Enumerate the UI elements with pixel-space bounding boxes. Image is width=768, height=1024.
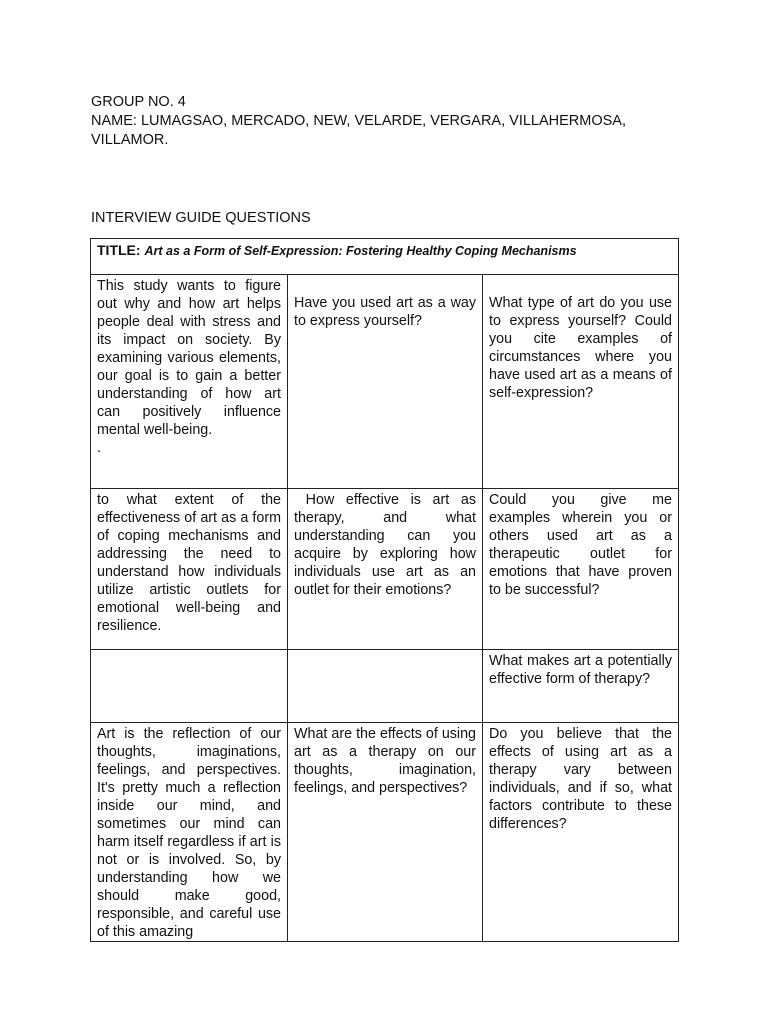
follow-up-cell: [483, 275, 679, 489]
objective-cell: [91, 723, 288, 942]
follow-up-text: Do you believe that the effects of using art as a therapy vary between individuals, and if so, what factors contribute to these differences?: [489, 726, 672, 832]
question-text: What are the effects of using art as a therapy on our thoughts, imagination, feelings, and perspectives?: [294, 726, 476, 796]
follow-up-text: Could you give me examples wherein you or others used art as a therapeutic outlet for emotions that have proven to be successful?: [489, 492, 672, 598]
group-number: GROUP NO. 4: [91, 94, 186, 110]
follow-up-cell: [483, 489, 679, 650]
title-label: TITLE:: [97, 242, 141, 258]
follow-up-cell: [483, 723, 679, 942]
objective-cell: [91, 650, 288, 723]
question-cell: [288, 723, 483, 942]
objective-cell: [91, 489, 288, 650]
objective-text: This study wants to figure out why and how art helps people deal with stress and its impact on society. By examining various elements, our goal is to gain a better understanding of how art can positively influence mental well-being.: [97, 278, 281, 438]
title-cell: [91, 239, 679, 275]
question-cell: [288, 489, 483, 650]
question-cell: [288, 650, 483, 723]
title-row: [91, 239, 679, 275]
objective-extra: .: [97, 440, 101, 456]
follow-up-text: What type of art do you use to express yourself? Could you cite examples of circumstances where you have used art as a means of self-expression?: [489, 295, 672, 401]
question-text: How effective is art as therapy, and what understanding can you acquire by exploring how individuals use art as an outlet for their emotions?: [294, 492, 480, 598]
objective-text: Art is the reflection of our thoughts, imaginations, feelings, and perspectives. It's pretty much a reflection inside our mind, and sometimes our mind can harm itself regardless if art is not or is involved. So, by understanding how we should make good, responsible, and careful use of this amazing: [97, 726, 281, 940]
section-title: INTERVIEW GUIDE QUESTIONS: [91, 210, 311, 226]
objective-text: to what extent of the effectiveness of art as a form of coping mechanisms and addressing the need to understand how individuals utilize artistic outlets for emotional well-being and resilience.: [97, 492, 281, 634]
table-row: [91, 275, 679, 489]
table-row: [91, 650, 679, 723]
objective-cell: [91, 275, 288, 489]
table-row: [91, 489, 679, 650]
group-names: NAME: LUMAGSAO, MERCADO, NEW, VELARDE, VERGARA, VILLAHERMOSA,: [91, 113, 627, 129]
question-text: Have you used art as a way to express yourself?: [294, 295, 476, 329]
follow-up-cell: [483, 650, 679, 723]
table-row: [91, 723, 679, 942]
question-cell: [288, 275, 483, 489]
research-title: Art as a Form of Self-Expression: Fostering Healthy Coping Mechanisms: [144, 244, 577, 258]
group-names-continued: VILLAMOR.: [91, 132, 169, 148]
follow-up-text: What makes art a potentially effective form of therapy?: [489, 653, 672, 687]
interview-guide-table: [90, 238, 679, 942]
document-header: [91, 93, 691, 150]
